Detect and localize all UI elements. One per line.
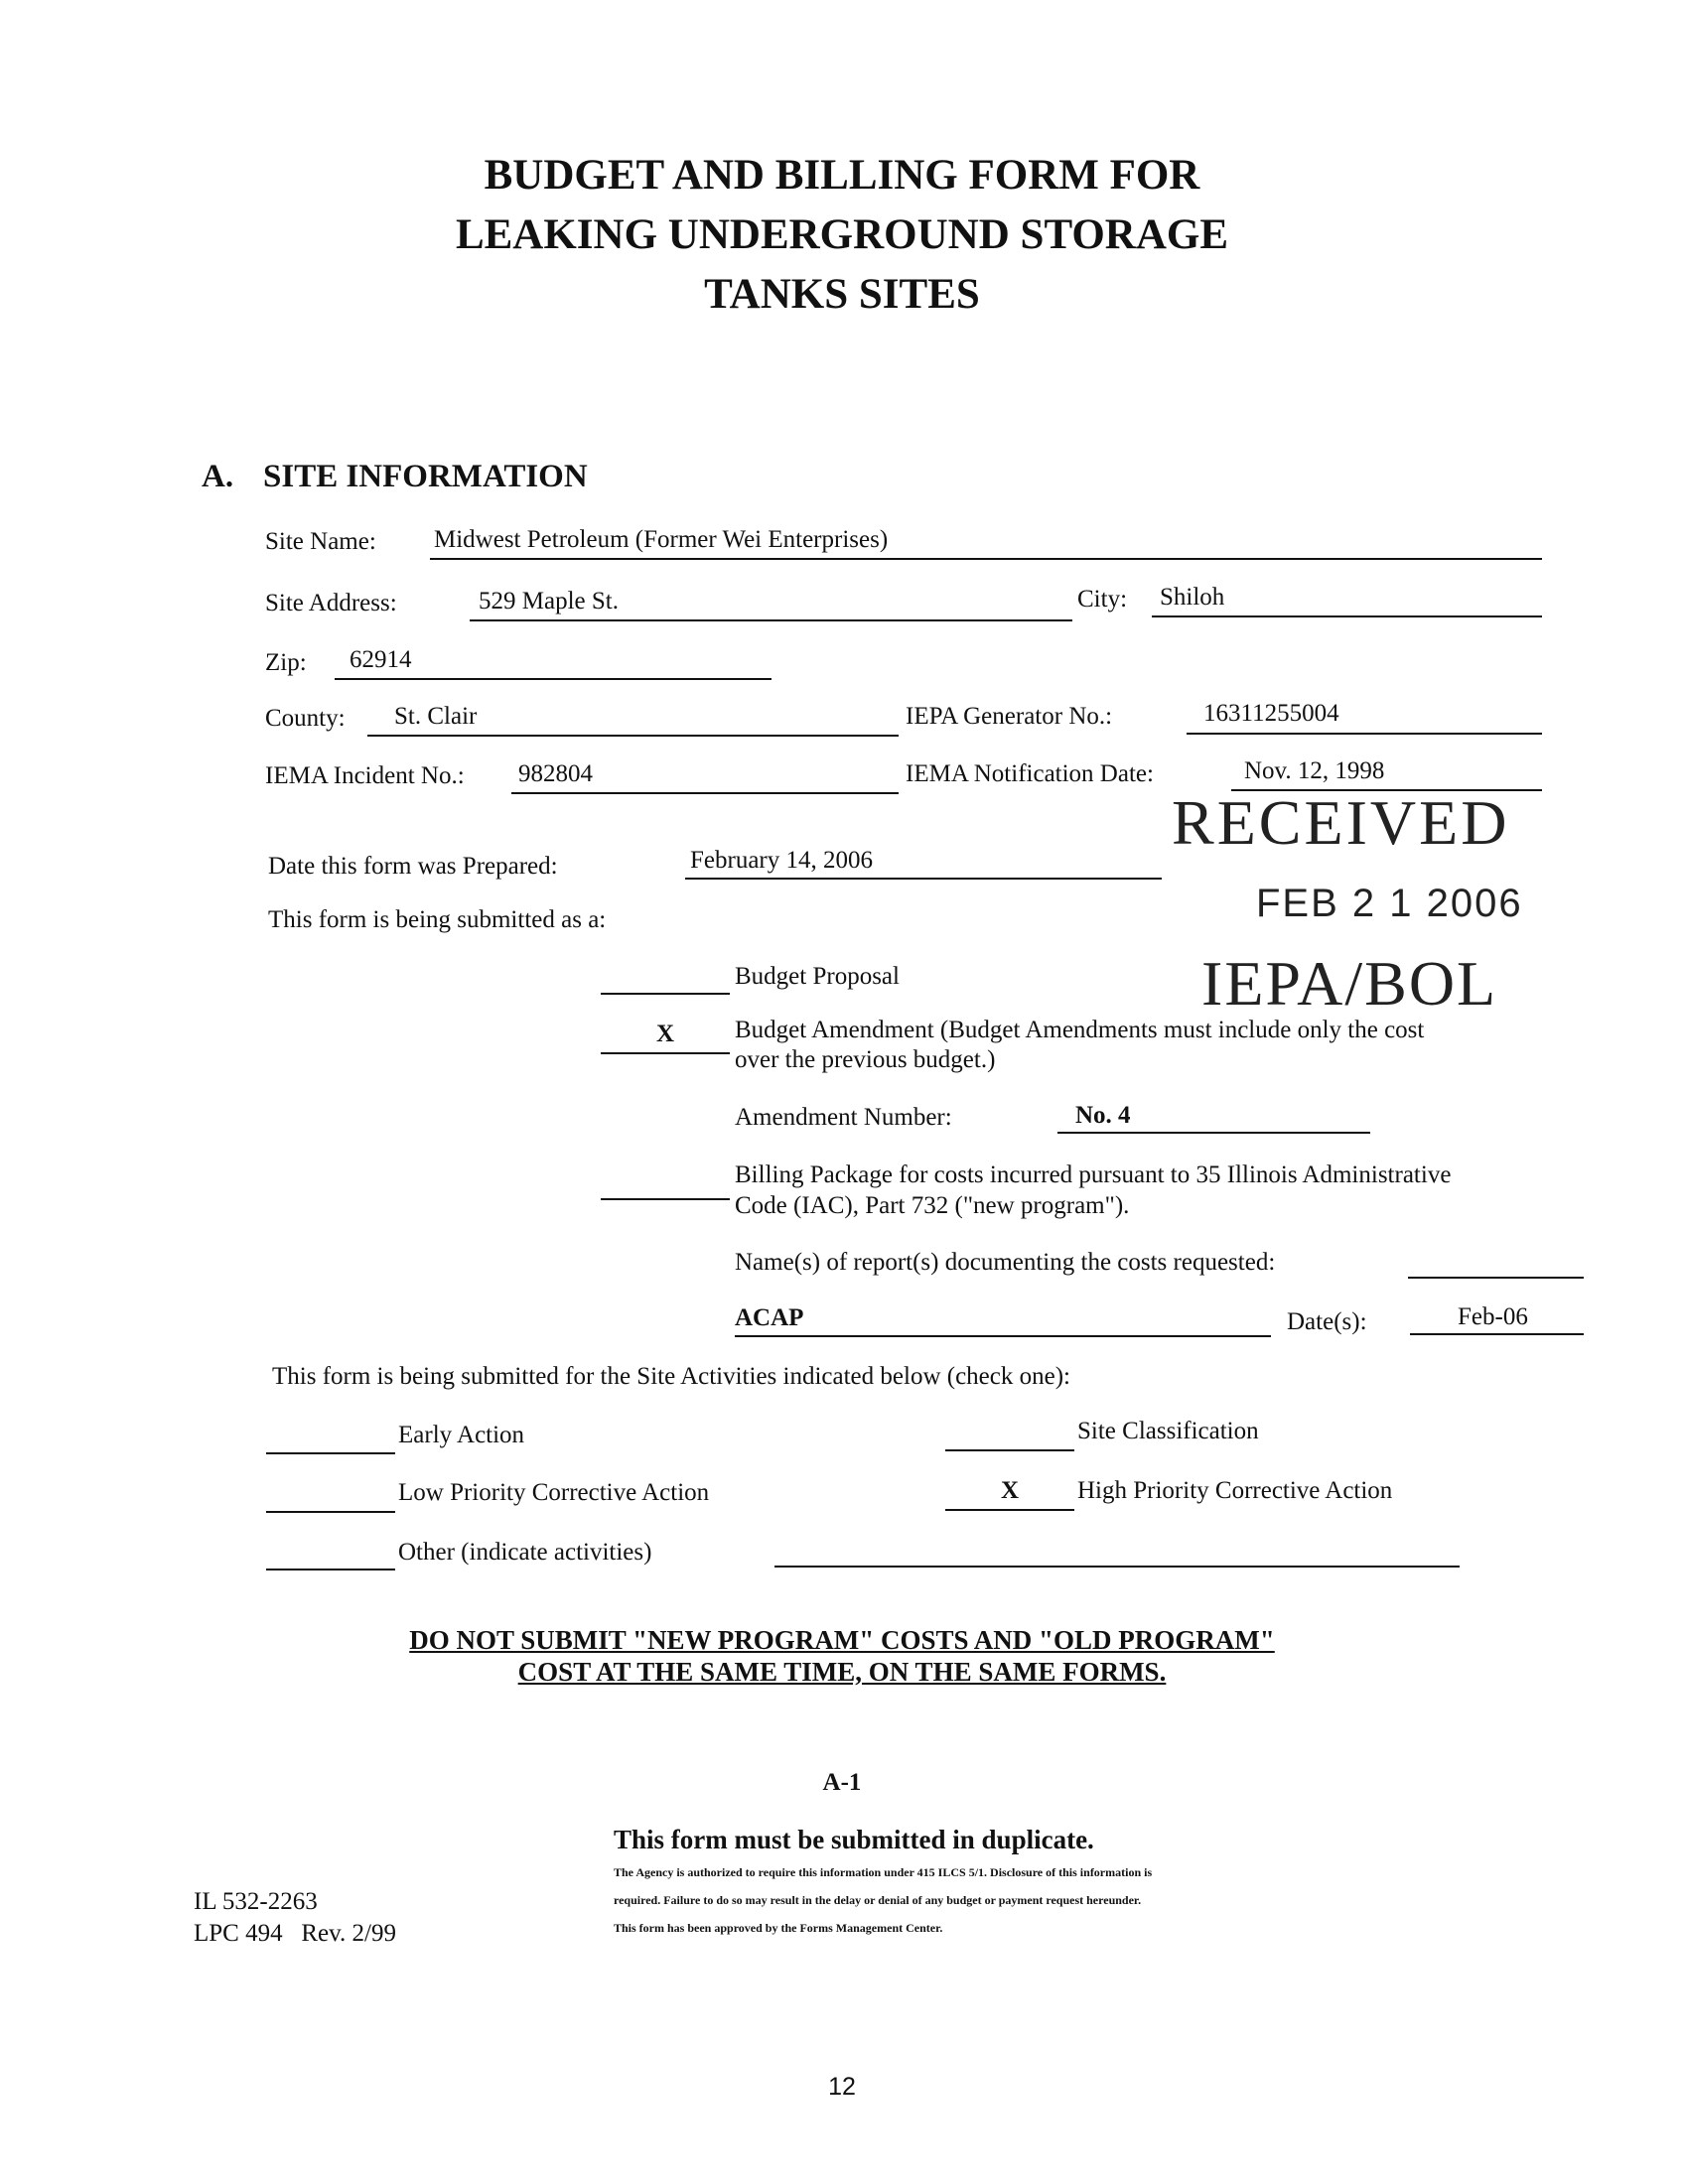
warning-line-2: COST AT THE SAME TIME, ON THE SAME FORMS. bbox=[517, 1657, 1167, 1687]
zip-line bbox=[335, 678, 772, 680]
county-line bbox=[367, 735, 899, 737]
incident-label: IEMA Incident No.: bbox=[265, 762, 465, 789]
form-title-line-2: LEAKING UNDERGROUND STORAGE bbox=[455, 211, 1229, 258]
budget-amendment-mark: X bbox=[655, 1021, 675, 1047]
report-name-line bbox=[735, 1335, 1271, 1337]
legal-notice-1: The Agency is authorized to require this information under 415 ILCS 5/1. Disclosure of this information is bbox=[614, 1865, 1153, 1879]
generator-line bbox=[1187, 733, 1542, 735]
budget-amendment-label-cont: over the previous budget.) bbox=[735, 1046, 996, 1073]
budget-proposal-checkline[interactable] bbox=[601, 993, 730, 995]
high-priority-checkline[interactable] bbox=[945, 1509, 1074, 1511]
county-label: County: bbox=[265, 705, 346, 732]
page-code: A-1 bbox=[822, 1769, 862, 1796]
form-title-line-3: TANKS SITES bbox=[704, 271, 980, 318]
legal-notice-2: required. Failure to do so may result in the delay or denial of any budget or payment request hereunder. bbox=[614, 1893, 1142, 1907]
other-activities-line[interactable] bbox=[774, 1566, 1460, 1568]
form-id: IL 532-2263 bbox=[194, 1888, 318, 1915]
duplicate-notice: This form must be submitted in duplicate. bbox=[614, 1825, 1094, 1854]
billing-package-label: Billing Package for costs incurred pursuant to 35 Illinois Administrative bbox=[735, 1161, 1452, 1188]
early-action-label: Early Action bbox=[398, 1422, 525, 1448]
site-address-value: 529 Maple St. bbox=[479, 588, 619, 614]
city-value: Shiloh bbox=[1160, 584, 1225, 611]
amendment-number-value: No. 4 bbox=[1075, 1102, 1131, 1129]
early-action-checkline[interactable] bbox=[266, 1452, 395, 1454]
budget-amendment-checkline[interactable] bbox=[601, 1052, 730, 1054]
received-stamp-office: IEPA/BOL bbox=[1201, 948, 1498, 1019]
city-label: City: bbox=[1077, 586, 1128, 613]
form-title-line-1: BUDGET AND BILLING FORM FOR bbox=[484, 152, 1200, 199]
prepared-label: Date this form was Prepared: bbox=[268, 853, 558, 880]
submitted-as-label: This form is being submitted as a: bbox=[268, 906, 607, 933]
prepared-value: February 14, 2006 bbox=[690, 847, 873, 874]
billing-package-label-cont: Code (IAC), Part 732 ("new program"). bbox=[735, 1192, 1130, 1219]
dates-value: Feb-06 bbox=[1458, 1303, 1528, 1330]
site-classification-checkline[interactable] bbox=[945, 1449, 1074, 1451]
form-revision: LPC 494 Rev. 2/99 bbox=[194, 1920, 396, 1947]
incident-value: 982804 bbox=[518, 760, 593, 787]
report-name-value: ACAP bbox=[735, 1304, 804, 1331]
received-stamp: RECEIVED bbox=[1172, 787, 1510, 858]
received-stamp-date: FEB 2 1 2006 bbox=[1256, 882, 1523, 925]
county-value: St. Clair bbox=[394, 703, 478, 730]
prepared-line bbox=[685, 878, 1162, 880]
generator-value: 16311255004 bbox=[1203, 700, 1339, 727]
zip-label: Zip: bbox=[265, 649, 307, 676]
low-priority-label: Low Priority Corrective Action bbox=[398, 1479, 710, 1506]
other-activities-label: Other (indicate activities) bbox=[398, 1539, 652, 1566]
reports-line bbox=[1408, 1277, 1584, 1279]
high-priority-label: High Priority Corrective Action bbox=[1077, 1477, 1393, 1504]
section-heading: SITE INFORMATION bbox=[263, 459, 588, 494]
budget-proposal-label: Budget Proposal bbox=[735, 963, 900, 990]
site-address-label: Site Address: bbox=[265, 590, 397, 616]
low-priority-checkline[interactable] bbox=[266, 1511, 395, 1513]
amendment-number-line bbox=[1057, 1132, 1370, 1134]
reports-label: Name(s) of report(s) documenting the costs requested: bbox=[735, 1249, 1276, 1276]
page-number: 12 bbox=[828, 2073, 856, 2101]
generator-label: IEPA Generator No.: bbox=[906, 703, 1113, 730]
warning-line-1: DO NOT SUBMIT "NEW PROGRAM" COSTS AND "OLD PROGRAM" bbox=[409, 1625, 1275, 1655]
billing-package-checkline[interactable] bbox=[601, 1198, 730, 1200]
site-classification-label: Site Classification bbox=[1077, 1418, 1259, 1444]
dates-label: Date(s): bbox=[1287, 1308, 1367, 1335]
activities-intro: This form is being submitted for the Site Activities indicated below (check one): bbox=[272, 1363, 1070, 1390]
zip-value: 62914 bbox=[350, 646, 412, 673]
budget-amendment-label: Budget Amendment (Budget Amendments must include only the cost bbox=[735, 1017, 1425, 1043]
dates-line bbox=[1410, 1333, 1584, 1335]
legal-notice-3: This form has been approved by the Forms Management Center. bbox=[614, 1921, 943, 1935]
notification-value: Nov. 12, 1998 bbox=[1244, 757, 1385, 784]
site-address-line bbox=[470, 619, 1072, 621]
amendment-number-label: Amendment Number: bbox=[735, 1104, 952, 1131]
high-priority-mark: X bbox=[1000, 1477, 1020, 1504]
site-name-label: Site Name: bbox=[265, 528, 376, 555]
site-name-value: Midwest Petroleum (Former Wei Enterprises) bbox=[434, 526, 889, 553]
city-line bbox=[1152, 615, 1542, 617]
other-activities-checkline[interactable] bbox=[266, 1569, 395, 1570]
section-letter: A. bbox=[202, 459, 234, 494]
incident-line bbox=[511, 792, 899, 794]
notification-label: IEMA Notification Date: bbox=[906, 760, 1154, 787]
site-name-line bbox=[430, 558, 1542, 560]
